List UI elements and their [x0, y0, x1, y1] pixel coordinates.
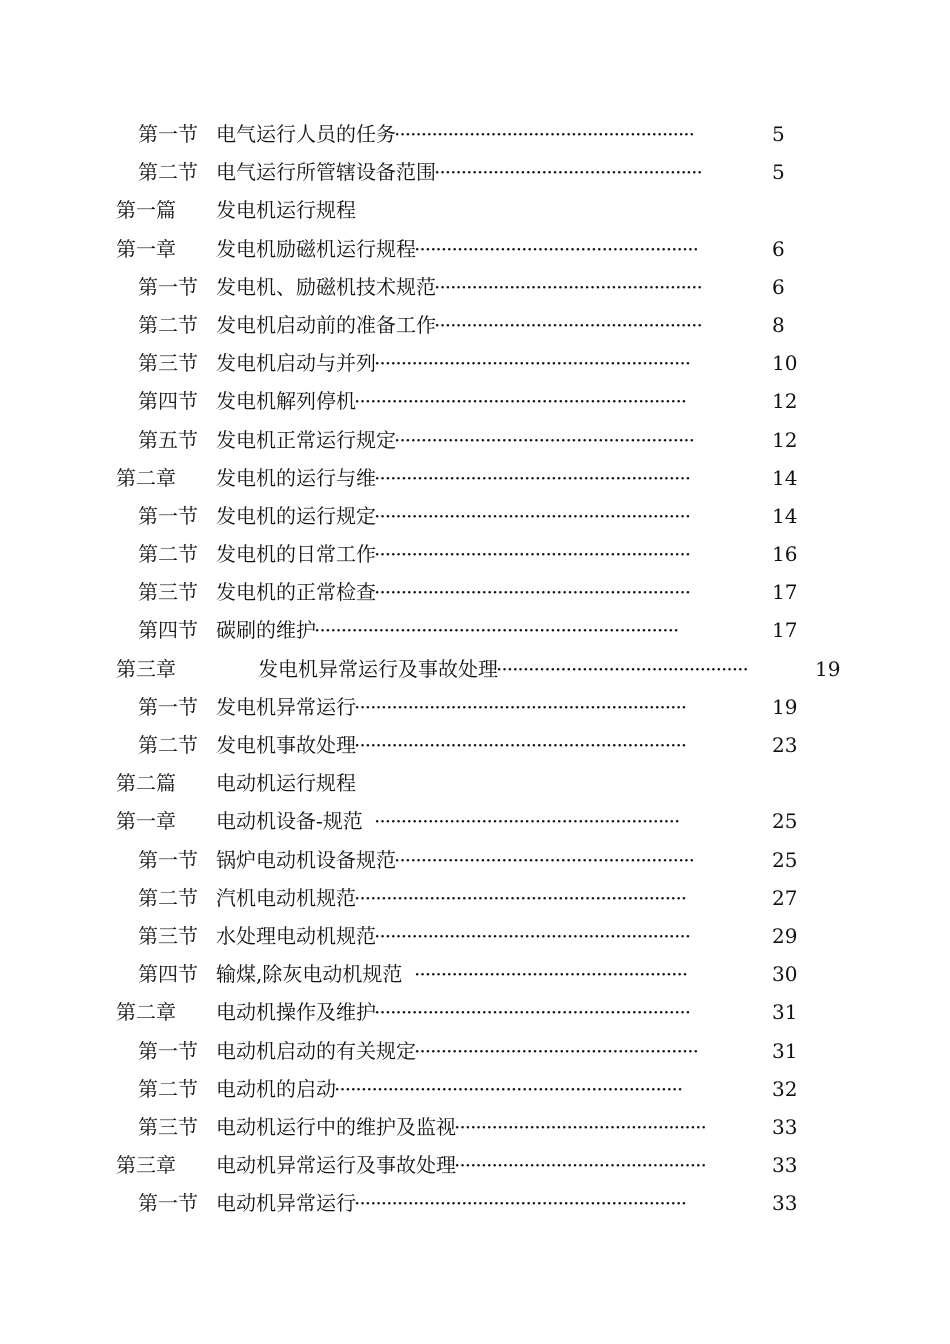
toc-entry-section — [0, 1070, 950, 1108]
toc-entry-page: 32 — [772, 1076, 798, 1101]
toc-entry-page: 30 — [772, 962, 798, 987]
toc-entry-page: 12 — [772, 389, 798, 414]
toc-entry-label: 第二章 — [116, 465, 176, 490]
toc-entry-section — [0, 382, 950, 420]
toc-entry-section — [0, 688, 950, 726]
toc-entry-leader: ··············································· — [454, 1153, 706, 1178]
toc-entry-label: 第五节 — [138, 427, 198, 452]
toc-entry-leader: ··························································· — [374, 351, 691, 376]
toc-entry-label: 第二节 — [138, 542, 198, 567]
toc-entry-section — [0, 879, 950, 917]
toc-entry-page: 17 — [772, 618, 798, 643]
toc-entry-part — [0, 764, 950, 802]
toc-entry-page: 33 — [772, 1114, 798, 1139]
toc-entry-section — [0, 306, 950, 344]
toc-entry-page: 29 — [772, 923, 798, 948]
toc-entry-label: 第一节 — [138, 1191, 198, 1216]
toc-entry-leader: ··························································· — [374, 503, 691, 528]
toc-entry-title: 发电机启动与并列 — [216, 351, 376, 376]
toc-entry-label: 第二节 — [138, 733, 198, 757]
toc-entry-title: 电动机异常运行 — [216, 1191, 356, 1216]
toc-entry-leader: ·················································· — [434, 274, 702, 299]
toc-entry-title: 电动机设备-规范 — [216, 809, 363, 834]
toc-entry-chapter — [0, 993, 950, 1031]
toc-entry-title: 发电机正常运行规定 — [216, 427, 396, 452]
toc-entry-label: 第一节 — [138, 503, 198, 528]
toc-entry-section — [0, 1032, 950, 1070]
toc-entry-leader: ······························································ — [354, 1191, 687, 1216]
toc-entry-chapter — [0, 1146, 950, 1184]
toc-entry-section — [0, 535, 950, 573]
toc-entry-title: 电动机异常运行及事故处理 — [216, 1153, 456, 1178]
toc-entry-page: 10 — [772, 351, 798, 376]
toc-entry-title: 发电机的运行规定 — [216, 503, 376, 528]
toc-entry-leader: ··························································· — [374, 465, 691, 490]
toc-entry-leader: ······························································ — [354, 389, 687, 414]
toc-entry-page: 27 — [772, 885, 798, 910]
toc-entry-section — [0, 955, 950, 993]
table-of-contents — [0, 115, 950, 1222]
toc-entry-section — [0, 841, 950, 879]
toc-entry-section — [0, 268, 950, 306]
toc-entry-section — [0, 1108, 950, 1146]
toc-entry-page: 16 — [772, 542, 798, 567]
toc-entry-leader: ······························································ — [354, 885, 687, 910]
toc-entry-title: 发电机运行规程 — [216, 198, 356, 223]
toc-entry-label: 第四节 — [138, 962, 198, 987]
toc-entry-leader: ··························································· — [374, 923, 691, 948]
toc-entry-leader: ························································ — [394, 122, 695, 146]
toc-entry-label: 第三节 — [138, 1114, 198, 1139]
toc-entry-label: 第一节 — [138, 694, 198, 719]
toc-entry-section — [0, 917, 950, 955]
toc-entry-section — [0, 421, 950, 459]
toc-entry-title: 电动机启动的有关规定 — [216, 1038, 416, 1063]
toc-entry-title: 发电机的正常检查 — [216, 580, 376, 605]
toc-entry-label: 第一节 — [138, 274, 198, 299]
toc-entry-title: 发电机的运行与维 — [216, 465, 376, 490]
toc-entry-page: 23 — [772, 733, 798, 757]
toc-entry-label: 第一节 — [138, 1038, 198, 1063]
toc-entry-page: 33 — [772, 1153, 798, 1178]
toc-entry-section — [0, 497, 950, 535]
toc-entry-section — [0, 115, 950, 153]
toc-entry-label: 第一节 — [138, 122, 198, 146]
toc-entry-title: 发电机解列停机 — [216, 389, 356, 414]
toc-entry-part — [0, 191, 950, 229]
toc-entry-section — [0, 1184, 950, 1222]
toc-entry-leader: ························································· — [374, 809, 680, 834]
toc-entry-leader: ····················································· — [414, 1038, 698, 1063]
toc-entry-section — [0, 726, 950, 764]
toc-entry-leader: ·················································· — [434, 160, 702, 185]
toc-entry-label: 第三节 — [138, 923, 198, 948]
toc-entry-label: 第二节 — [138, 885, 198, 910]
toc-entry-page: 6 — [772, 236, 785, 261]
toc-entry-leader: ····················································· — [414, 236, 698, 261]
toc-entry-page: 12 — [772, 427, 798, 452]
toc-entry-page: 25 — [772, 847, 798, 872]
toc-entry-page: 31 — [772, 1000, 798, 1025]
toc-entry-leader: ································································· — [334, 1076, 683, 1101]
toc-entry-chapter — [0, 802, 950, 840]
toc-entry-title: 水处理电动机规范 — [216, 923, 376, 948]
toc-entry-chapter — [0, 459, 950, 497]
toc-entry-label: 第一节 — [138, 847, 198, 872]
toc-entry-title: 电动机操作及维护 — [216, 1000, 376, 1025]
toc-entry-leader: ························································ — [394, 427, 695, 452]
toc-entry-page: 19 — [772, 694, 798, 719]
toc-entry-leader: ··························································· — [374, 580, 691, 605]
toc-entry-leader: ··························································· — [374, 1000, 691, 1025]
toc-entry-title: 碳刷的维护 — [216, 618, 316, 643]
toc-entry-title: 发电机事故处理 — [216, 733, 356, 757]
toc-entry-leader: ··············································· — [496, 656, 748, 681]
toc-entry-leader: ·················································· — [434, 312, 702, 337]
toc-entry-title: 锅炉电动机设备规范 — [216, 847, 396, 872]
toc-entry-label: 第三章 — [116, 656, 176, 681]
toc-entry-title: 输煤,除灰电动机规范 — [216, 962, 403, 987]
toc-entry-title: 汽机电动机规范 — [216, 885, 356, 910]
toc-entry-leader: ······························································ — [354, 733, 687, 757]
toc-entry-section — [0, 573, 950, 611]
toc-entry-title: 发电机异常运行及事故处理 — [258, 656, 498, 681]
toc-entry-label: 第四节 — [138, 389, 198, 414]
toc-entry-section — [0, 153, 950, 191]
toc-entry-title: 电动机运行中的维护及监视 — [216, 1114, 456, 1139]
toc-entry-leader: ··············································· — [454, 1114, 706, 1139]
toc-entry-section — [0, 611, 950, 649]
toc-entry-page: 6 — [772, 274, 785, 299]
toc-entry-page: 8 — [772, 312, 785, 337]
toc-entry-label: 第三节 — [138, 580, 198, 605]
toc-entry-label: 第二节 — [138, 1076, 198, 1101]
toc-entry-label: 第二节 — [138, 312, 198, 337]
toc-entry-title: 发电机励磁机运行规程 — [216, 236, 416, 261]
toc-entry-chapter — [0, 230, 950, 268]
toc-entry-section — [0, 344, 950, 382]
toc-entry-title: 电动机的启动 — [216, 1076, 336, 1101]
toc-entry-title: 电动机运行规程 — [216, 771, 356, 796]
toc-entry-leader: ························································ — [394, 847, 695, 872]
toc-entry-title: 发电机异常运行 — [216, 694, 356, 719]
toc-entry-leader: ··························································· — [374, 542, 691, 567]
toc-entry-page: 25 — [772, 809, 798, 834]
toc-entry-page: 31 — [772, 1038, 798, 1063]
toc-entry-page: 19 — [815, 656, 841, 681]
toc-entry-title: 电气运行所管辖设备范围 — [216, 160, 436, 185]
toc-entry-label: 第一章 — [116, 809, 176, 834]
toc-entry-page: 5 — [772, 122, 785, 146]
toc-entry-page: 14 — [772, 503, 798, 528]
toc-entry-page: 5 — [772, 160, 785, 185]
toc-entry-page: 17 — [772, 580, 798, 605]
toc-entry-title: 发电机、励磁机技术规范 — [216, 274, 436, 299]
toc-entry-label: 第三章 — [116, 1153, 176, 1178]
toc-entry-label: 第一章 — [116, 236, 176, 261]
toc-entry-page: 14 — [772, 465, 798, 490]
toc-entry-leader: ··················································· — [414, 962, 688, 987]
toc-entry-label: 第四节 — [138, 618, 198, 643]
toc-entry-title: 发电机启动前的准备工作 — [216, 312, 436, 337]
toc-entry-title: 发电机的日常工作 — [216, 542, 376, 567]
toc-entry-label: 第三节 — [138, 351, 198, 376]
toc-entry-label: 第一篇 — [116, 198, 176, 223]
toc-entry-label: 第二章 — [116, 1000, 176, 1025]
toc-entry-title: 电气运行人员的任务 — [216, 122, 396, 146]
toc-entry-label: 第二篇 — [116, 771, 176, 796]
toc-entry-leader: ······························································ — [354, 694, 687, 719]
toc-entry-leader: ···································································· — [314, 618, 679, 643]
toc-entry-label: 第二节 — [138, 160, 198, 185]
toc-entry-chapter — [0, 650, 950, 688]
toc-entry-page: 33 — [772, 1191, 798, 1216]
